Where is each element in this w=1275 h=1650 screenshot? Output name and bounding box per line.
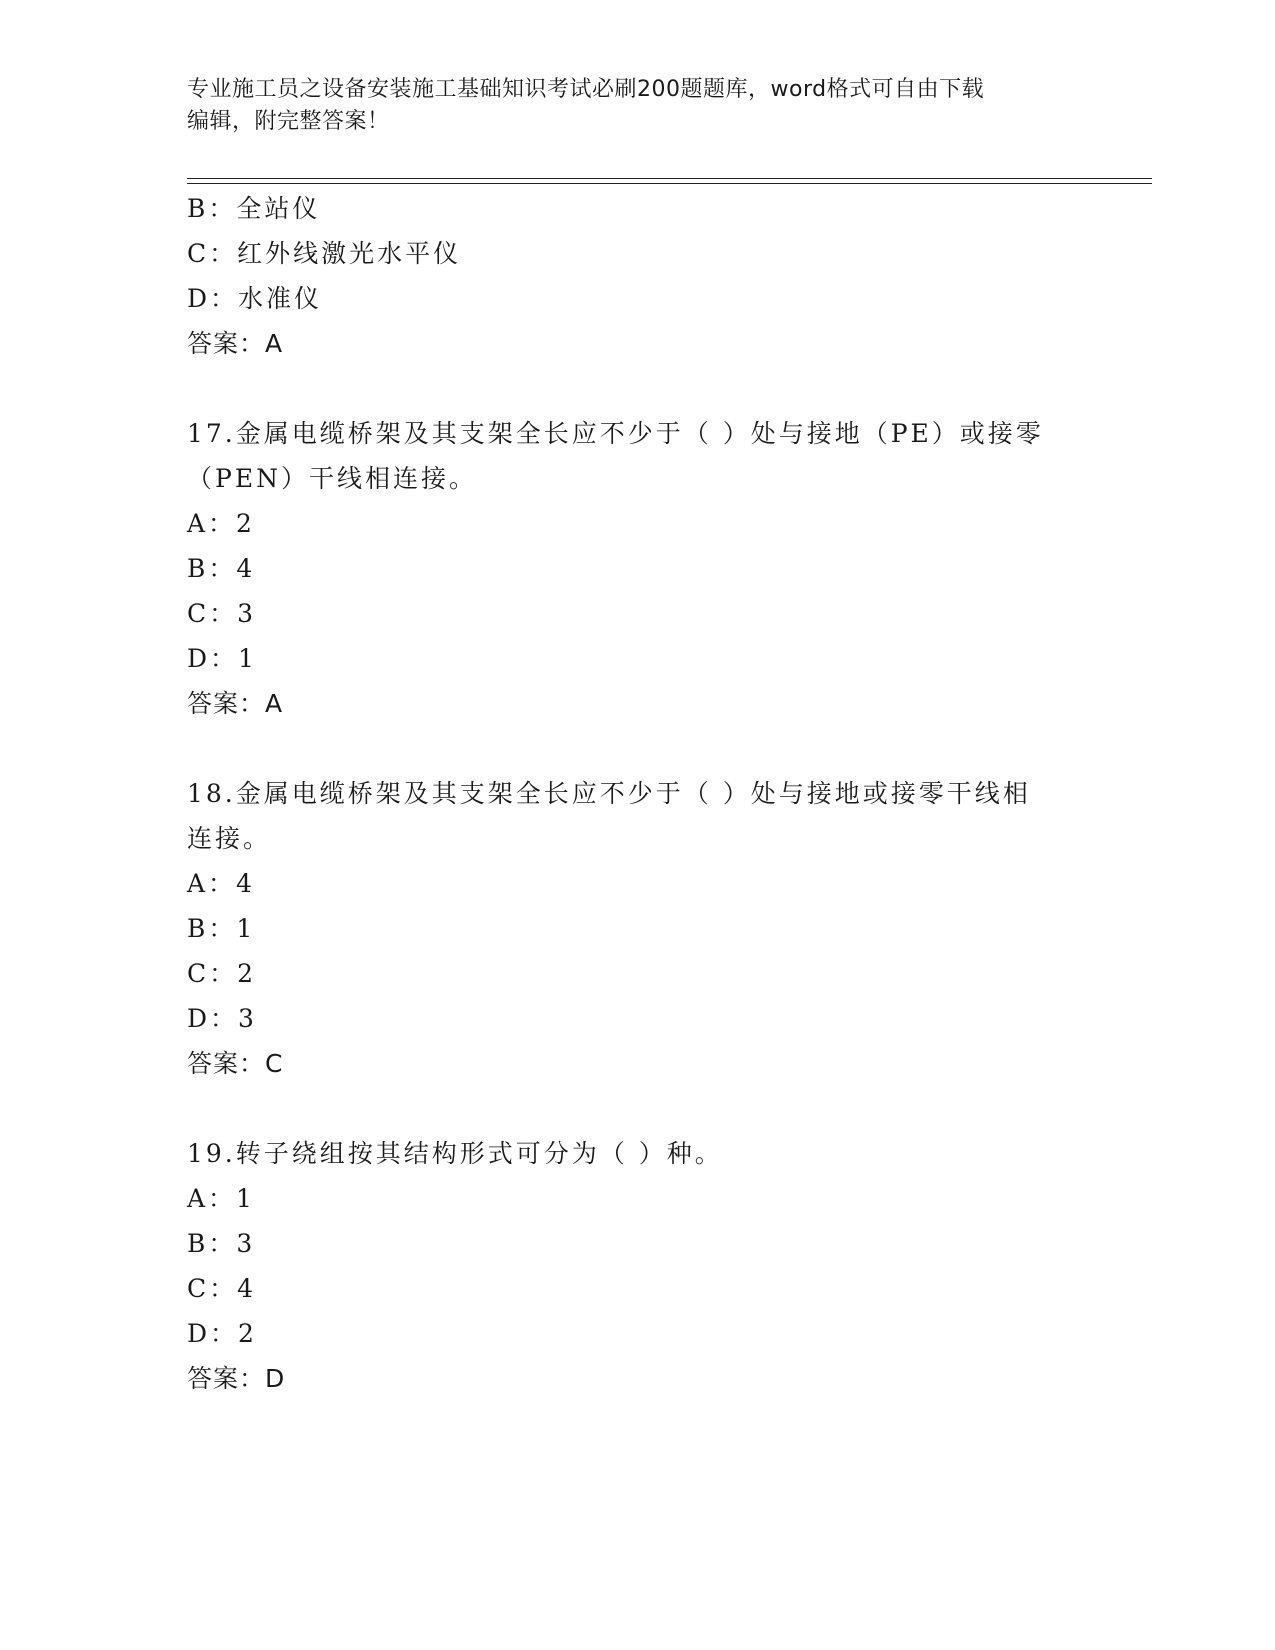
carryover-answer: 答案：A [187, 329, 284, 358]
q19-option-c: C：4 [187, 1274, 257, 1303]
q17-answer: 答案：A [187, 689, 284, 718]
q19-option-a: A：1 [187, 1184, 255, 1213]
q17-option-c: C：3 [187, 599, 257, 628]
q17-stem-line-1: 17.金属电缆桥架及其支架全长应不少于（ ）处与接地（PE）或接零 [187, 419, 1044, 448]
q18-stem-line-2: 连接。 [187, 824, 272, 853]
carryover-option-b: B：全站仪 [187, 194, 321, 223]
q17-stem-line-2: （PEN）干线相连接。 [187, 464, 477, 493]
q19-answer: 答案：D [187, 1364, 286, 1393]
q17-option-d: D：1 [187, 644, 257, 673]
q17-option-a: A：2 [187, 509, 255, 538]
q18-answer: 答案：C [187, 1049, 284, 1078]
header-line-1: 专业施工员之设备安装施工基础知识考试必刷200题题库，word格式可自由下载 [187, 77, 985, 102]
header-divider-bottom [187, 183, 1152, 184]
q18-option-d: D：3 [187, 1004, 257, 1033]
carryover-option-c: C：红外线激光水平仪 [187, 239, 462, 268]
q18-option-c: C：2 [187, 959, 257, 988]
q17-option-b: B：4 [187, 554, 256, 583]
header-divider-top [187, 178, 1152, 179]
header-line-2: 编辑，附完整答案！ [187, 109, 390, 134]
q19-option-d: D：2 [187, 1319, 257, 1348]
q18-option-b: B：1 [187, 914, 256, 943]
q19-stem-line-1: 19.转子绕组按其结构形式可分为（ ）种。 [187, 1139, 723, 1168]
document-header [187, 74, 1067, 138]
q18-stem-line-1: 18.金属电缆桥架及其支架全长应不少于（ ）处与接地或接零干线相 [187, 779, 1031, 808]
q18-option-a: A：4 [187, 869, 255, 898]
carryover-option-d: D：水准仪 [187, 284, 323, 313]
q19-option-b: B：3 [187, 1229, 256, 1258]
